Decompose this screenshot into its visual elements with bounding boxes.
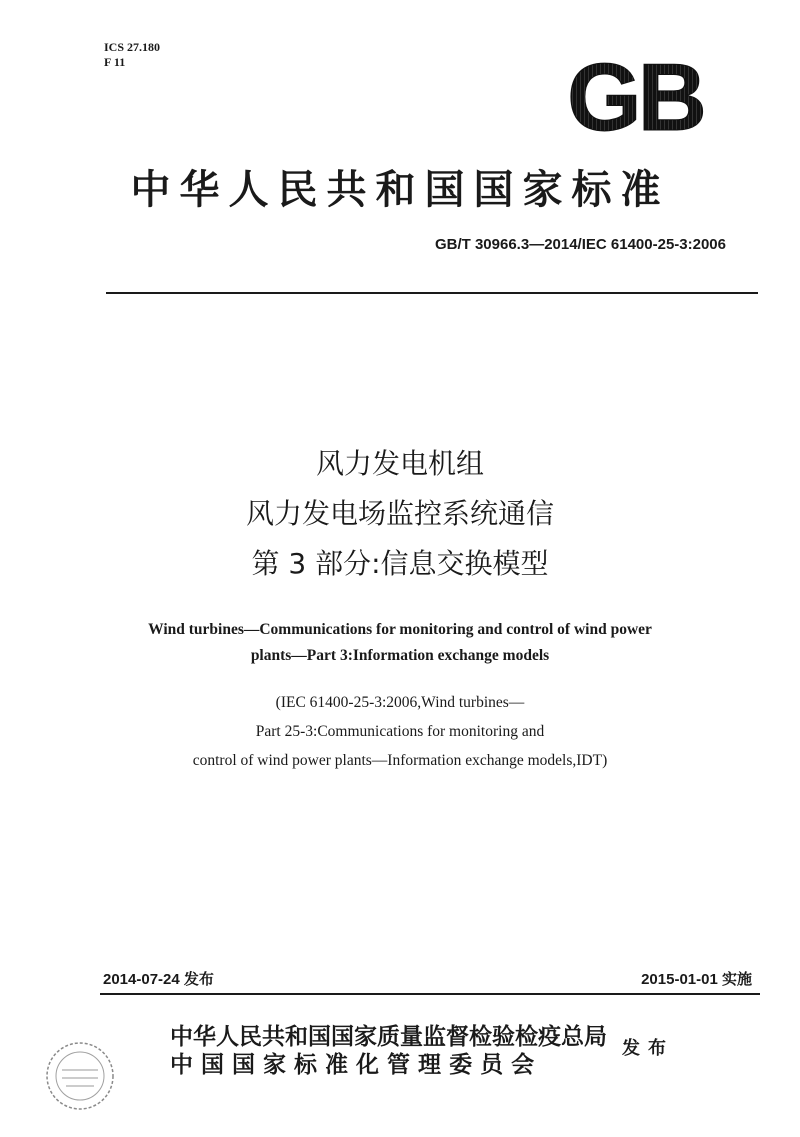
idt-line3: control of wind power plants—Information exchange models,IDT) <box>192 752 608 769</box>
issue-word: 发布 <box>622 1038 674 1059</box>
standard-number: GB/T 30966.3—2014/IEC 61400-25-3:2006 <box>434 236 726 253</box>
issuer-line1: 中华人民共和国国家质量监督检验检疫总局 <box>170 1023 607 1050</box>
header-divider <box>106 292 758 294</box>
issuer-line2: 中 国 国 家 标 准 化 管 理 委 员 会 <box>170 1051 535 1078</box>
title-cn-line3: 第 3 部分:信息交换模型 <box>251 547 549 580</box>
title-en-line2: plants—Part 3:Information exchange models <box>250 647 550 664</box>
title-en-line1: Wind turbines—Communications for monitoring and control of wind power <box>148 621 652 638</box>
idt-line1: (IEC 61400-25-3:2006,Wind turbines— <box>275 694 525 711</box>
ics-code: ICS 27.180 <box>104 40 161 54</box>
anti-counterfeit-stamp-icon <box>44 1040 116 1112</box>
publish-date: 2014-07-24 发布 <box>103 971 214 988</box>
title-cn-line1: 风力发电机组 <box>315 447 484 480</box>
idt-line2: Part 25-3:Communications for monitoring and <box>255 723 545 740</box>
svg-text:GB: GB <box>567 56 703 138</box>
standard-type-title: 中华人民共和国国家标准 <box>130 166 670 213</box>
title-cn-line2: 风力发电场监控系统通信 <box>245 497 554 530</box>
classification-codes <box>104 40 160 70</box>
gb-logo-icon <box>556 56 714 138</box>
implement-date: 2015-01-01 实施 <box>641 971 752 988</box>
ccs-code: F 11 <box>104 55 126 69</box>
footer-divider <box>100 993 760 995</box>
